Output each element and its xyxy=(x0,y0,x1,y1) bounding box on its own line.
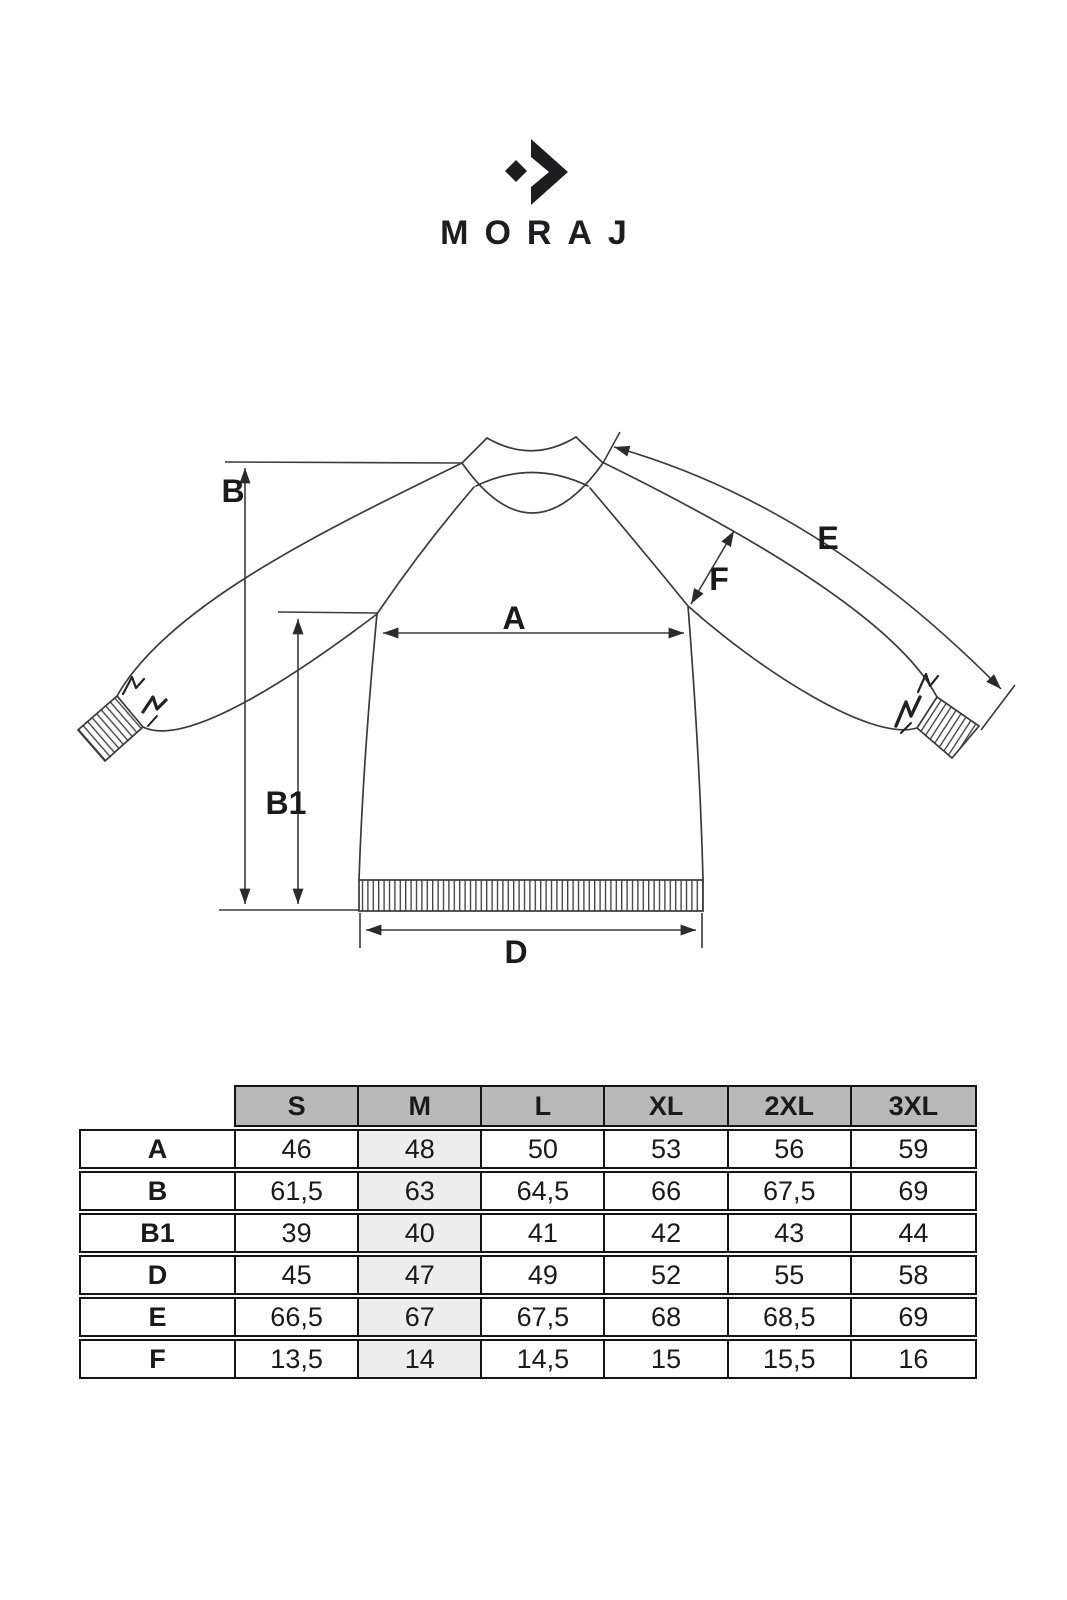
row-label: B1 xyxy=(81,1215,236,1251)
size-value-cell: 66,5 xyxy=(236,1299,359,1335)
measure-label-a: A xyxy=(502,600,526,636)
size-value-cell: 46 xyxy=(236,1131,359,1167)
row-label: B xyxy=(81,1173,236,1209)
table-row-d xyxy=(79,1255,977,1295)
measure-label-f: F xyxy=(709,561,729,597)
size-value-cell: 13,5 xyxy=(236,1341,359,1377)
size-value-cell: 14 xyxy=(359,1341,482,1377)
left-sleeve-bottom-edge xyxy=(143,614,377,731)
size-value-cell: 64,5 xyxy=(482,1173,605,1209)
size-value-cell: 67,5 xyxy=(482,1299,605,1335)
table-row-e xyxy=(79,1297,977,1337)
size-value-cell: 52 xyxy=(605,1257,728,1293)
size-value-cell: 69 xyxy=(898,1301,929,1332)
body-right-edge xyxy=(688,606,703,880)
e-extension-tick-bottom xyxy=(981,685,1015,730)
body-left-edge xyxy=(359,614,377,880)
size-header-cell-xl: XL xyxy=(605,1087,728,1125)
size-value-cell: 68 xyxy=(605,1299,728,1335)
measure-label-b1: B1 xyxy=(265,785,307,821)
size-header-cell-m: M xyxy=(359,1087,482,1125)
size-value-cell: 15 xyxy=(605,1341,728,1377)
size-value-cell: 42 xyxy=(605,1215,728,1251)
size-value-cell: 68,5 xyxy=(729,1299,852,1335)
measure-label-e: E xyxy=(817,520,839,556)
table-row-b1 xyxy=(79,1213,977,1253)
collar-right-peak xyxy=(576,437,603,463)
size-value-cell: 15,5 xyxy=(729,1341,852,1377)
size-value-cell: 63 xyxy=(359,1173,482,1209)
size-chart-header-row xyxy=(234,1085,977,1127)
table-row-f xyxy=(79,1339,977,1379)
collar-left-peak xyxy=(462,438,487,463)
size-value-cell: 56 xyxy=(729,1131,852,1167)
size-value-cell: 41 xyxy=(482,1215,605,1251)
size-value-cell: 45 xyxy=(236,1257,359,1293)
right-sleeve-top-edge xyxy=(604,463,937,697)
size-value-cell: 69 xyxy=(898,1175,929,1206)
size-header-cell-l: L xyxy=(482,1087,605,1125)
size-header-cell-3xl: 3XL xyxy=(888,1090,939,1121)
size-value-cell: 44 xyxy=(898,1217,929,1248)
size-value-cell: 59 xyxy=(898,1133,929,1164)
size-value-cell: 49 xyxy=(482,1257,605,1293)
left-sleeve-top-edge xyxy=(117,463,462,696)
collar-outer-edge xyxy=(462,463,603,513)
b-extension-top xyxy=(225,462,462,463)
measure-label-b: B xyxy=(221,473,245,509)
size-value-cell: 50 xyxy=(482,1131,605,1167)
right-sleeve-bottom-edge xyxy=(688,606,917,730)
size-value-cell: 58 xyxy=(898,1259,929,1290)
table-row-b xyxy=(79,1171,977,1211)
size-value-cell: 67,5 xyxy=(729,1173,852,1209)
ribbed-hem-band xyxy=(359,880,703,911)
size-value-cell: 16 xyxy=(898,1343,929,1374)
size-header-cell-2xl: 2XL xyxy=(729,1087,852,1125)
right-ribbed-cuff xyxy=(917,697,979,758)
size-value-cell: 14,5 xyxy=(482,1341,605,1377)
row-label: F xyxy=(81,1341,236,1377)
size-value-cell: 53 xyxy=(605,1131,728,1167)
size-value-cell: 48 xyxy=(359,1131,482,1167)
size-value-cell: 67 xyxy=(359,1299,482,1335)
size-chart-table xyxy=(79,1085,977,1379)
size-value-cell: 66 xyxy=(605,1173,728,1209)
b1-extension-tick xyxy=(278,612,377,613)
collar-fold-line xyxy=(476,473,588,487)
dimension-lines xyxy=(219,432,1015,948)
measure-label-d: D xyxy=(504,934,528,970)
brand-wordmark: MORAJ xyxy=(440,214,643,252)
size-value-cell: 39 xyxy=(236,1215,359,1251)
table-row-a xyxy=(79,1129,977,1169)
size-value-cell: 61,5 xyxy=(236,1173,359,1209)
collar-inner-rim xyxy=(487,437,576,451)
left-ribbed-cuff xyxy=(78,696,143,761)
size-value-cell: 55 xyxy=(729,1257,852,1293)
size-value-cell: 47 xyxy=(359,1257,482,1293)
raglan-seam-left xyxy=(377,487,474,614)
e-dimension-arrow xyxy=(614,447,1001,689)
row-label: D xyxy=(81,1257,236,1293)
row-label: A xyxy=(81,1131,236,1167)
size-value-cell: 43 xyxy=(729,1215,852,1251)
size-header-cell-s: S xyxy=(236,1087,359,1125)
size-value-cell: 40 xyxy=(359,1215,482,1251)
raglan-seam-right xyxy=(590,488,688,606)
row-label: E xyxy=(81,1299,236,1335)
